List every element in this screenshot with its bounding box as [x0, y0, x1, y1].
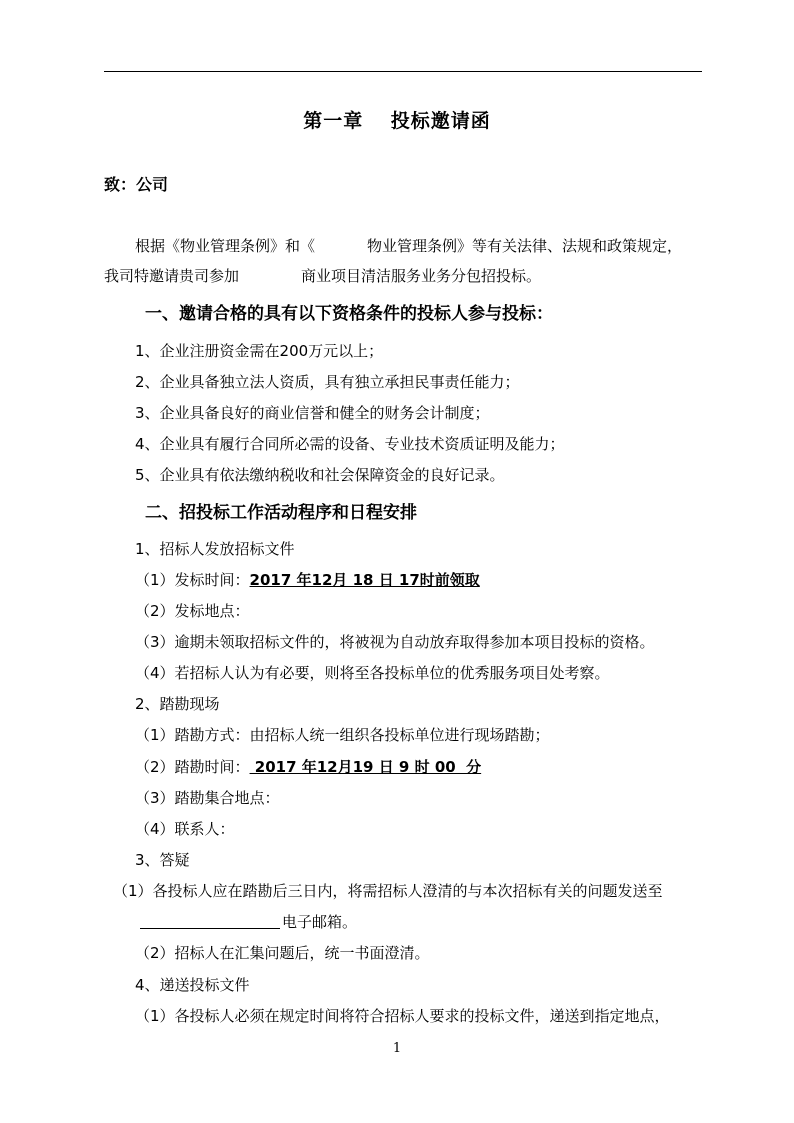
- qualification-item: 2、企业具备独立法人资质，具有独立承担民事责任能力；: [135, 373, 520, 391]
- item-3-1-continuation: [140, 912, 357, 932]
- item-1-1: [135, 570, 480, 590]
- item-1-2: （2）发标地点：: [135, 602, 250, 620]
- intro-part-3: 我司特邀请贵司参加: [104, 267, 240, 285]
- intro-line-1: [135, 236, 682, 256]
- section-1-heading: 一、邀请合格的具有以下资格条件的投标人参与投标：: [145, 304, 553, 324]
- page-title: 第一章 投标邀请函: [303, 110, 491, 132]
- email-blank: [140, 913, 280, 929]
- item-4-1: （1）各投标人必须在规定时间将符合招标人要求的投标文件，递送到指定地点，: [135, 1007, 670, 1025]
- qualification-item: 1、企业注册资金需在200万元以上；: [135, 342, 384, 360]
- item-2-2-label: （2）踏勘时间：: [135, 758, 250, 776]
- section-2-heading: 二、招投标工作活动程序和日程安排: [145, 503, 417, 523]
- qualification-item: 5、企业具有依法缴纳税收和社会保障资金的良好记录。: [135, 466, 505, 484]
- item-2-2: [135, 757, 481, 777]
- item-3-1: （1）各投标人应在踏勘后三日内，将需招标人澄清的与本次招标有关的问题发送至: [113, 882, 663, 900]
- intro-part-1: 根据《物业管理条例》和《: [135, 237, 316, 255]
- intro-part-4: 商业项目清洁服务业务分包招投标。: [301, 267, 542, 285]
- item-1-1-label: （1）发标时间：: [135, 571, 250, 589]
- qualification-item: 4、企业具有履行合同所必需的设备、专业技术资质证明及能力；: [135, 435, 565, 453]
- qualification-item: 3、企业具备良好的商业信誉和健全的财务会计制度；: [135, 404, 490, 422]
- item-2-3: （3）踏勘集合地点：: [135, 789, 280, 807]
- intro-part-2: 物业管理条例》等有关法律、法规和政策规定，: [367, 237, 683, 255]
- site-visit-time-value: 2017 年12月19 日 9 时 00 分: [249, 758, 482, 776]
- item-1-4: （4）若招标人认为有必要，则将至各投标单位的优秀服务项目处考察。: [135, 664, 610, 682]
- header-rule: [104, 71, 702, 72]
- page-number: 1: [392, 1041, 402, 1056]
- item-3-heading: 3、答疑: [135, 851, 190, 869]
- recipient: 致：公司: [104, 175, 169, 194]
- item-1-3: （3）逾期未领取招标文件的，将被视为自动放弃取得参加本项目投标的资格。: [135, 633, 655, 651]
- intro-line-2: [104, 266, 541, 286]
- item-1-heading: 1、招标人发放招标文件: [135, 540, 295, 558]
- item-2-heading: 2、踏勘现场: [135, 695, 220, 713]
- item-2-1: （1）踏勘方式：由招标人统一组织各投标单位进行现场踏勘；: [135, 726, 550, 744]
- item-4-heading: 4、递送投标文件: [135, 976, 250, 994]
- item-3-2: （2）招标人在汇集问题后，统一书面澄清。: [135, 944, 430, 962]
- item-2-4: （4）联系人：: [135, 820, 235, 838]
- issue-time-value: 2017 年12月 18 日 17时前领取: [249, 571, 480, 589]
- email-label: 电子邮箱。: [282, 913, 358, 931]
